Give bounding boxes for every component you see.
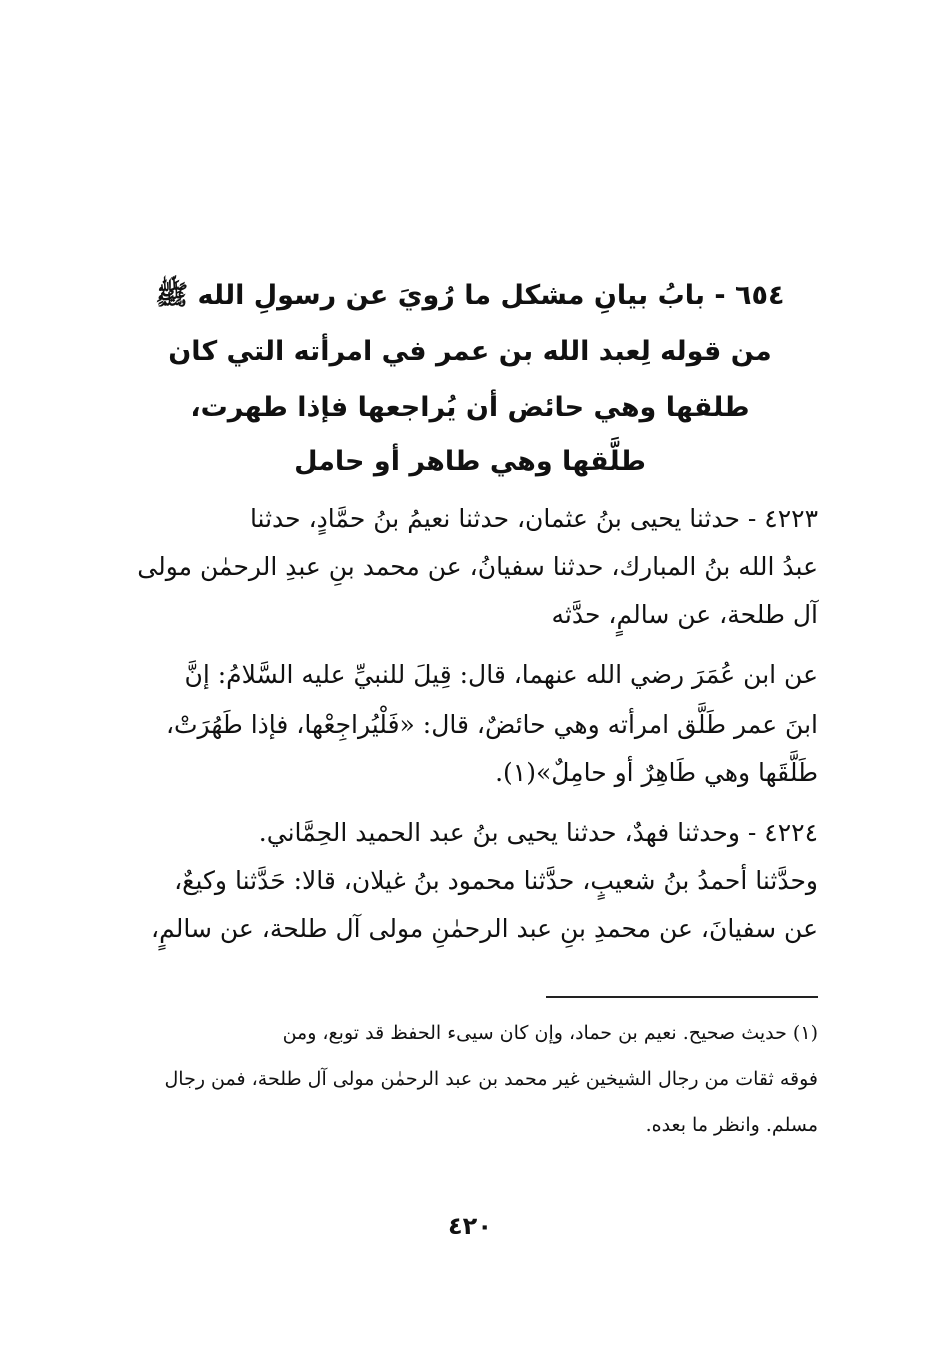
- hadith-4224-line-1: ٤٢٢٤ - وحدثنا فهدٌ، حدثنا يحيى بنُ عبد الحميد الحِمَّاني.: [258, 818, 818, 847]
- chapter-heading-line-3: طلقها وهي حائض أن يُراجعها فإذا طهرت،: [190, 392, 750, 423]
- footnote-line-3: مسلم. وانظر ما بعده.: [645, 1114, 818, 1136]
- hadith-4224-line-2: وحدَّثنا أحمدُ بنُ شعيبٍ، حدَّثنا محمود بنُ غيلان، قالا: حَدَّثنا وكيعٌ،: [174, 866, 818, 895]
- hadith-4223-matn-line-3: طَلَّقَها وهي طَاهِرٌ أو حامِلٌ»(١).: [495, 758, 818, 787]
- hadith-4223-matn-line-1: عن ابن عُمَرَ رضي الله عنهما، قال: قِيلَ للنبيِّ عليه السَّلامُ: إنَّ: [184, 660, 818, 689]
- hadith-4223-isnad-line-3: آل طلحة، عن سالمٍ، حدَّثه: [551, 600, 818, 629]
- page-number: ٤٢٠: [448, 1212, 492, 1240]
- hadith-4223-isnad-line-2: عبدُ الله بنُ المبارك، حدثنا سفيانُ، عن محمد بنِ عبدِ الرحمٰن مولى: [137, 552, 818, 581]
- chapter-heading-line-4: طلَّقها وهي طاهر أو حامل: [294, 446, 646, 477]
- footnote-line-1: (١) حديث صحيح. نعيم بن حماد، وإن كان سيىء الحفظ قد توبع، ومن: [282, 1022, 818, 1044]
- footnote-line-2: فوقه ثقات من رجال الشيخين غير محمد بن عبد الرحمٰن مولى آل طلحة، فمن رجال: [164, 1068, 818, 1090]
- hadith-4223-isnad-line-1: ٤٢٢٣ - حدثنا يحيى بنُ عثمان، حدثنا نعيمُ بنُ حمَّادٍ، حدثنا: [249, 504, 818, 533]
- chapter-heading-line-1: ٦٥٤ - بابُ بيانِ مشكل ما رُويَ عن رسولِ الله ﷺ: [155, 280, 785, 311]
- footnote-separator: [546, 996, 818, 998]
- chapter-heading-line-2: من قوله لِعبد الله بن عمر في امرأته التي كان: [168, 336, 772, 367]
- hadith-4223-matn-line-2: ابنَ عمر طَلَّق امرأته وهي حائضٌ، قال: «فَلْيُراجِعْها، فإذا طَهُرَتْ،: [165, 710, 818, 739]
- hadith-4224-line-3: عن سفيانَ، عن محمدِ بنِ عبد الرحمٰنِ مولى آل طلحة، عن سالمٍ،: [151, 914, 818, 943]
